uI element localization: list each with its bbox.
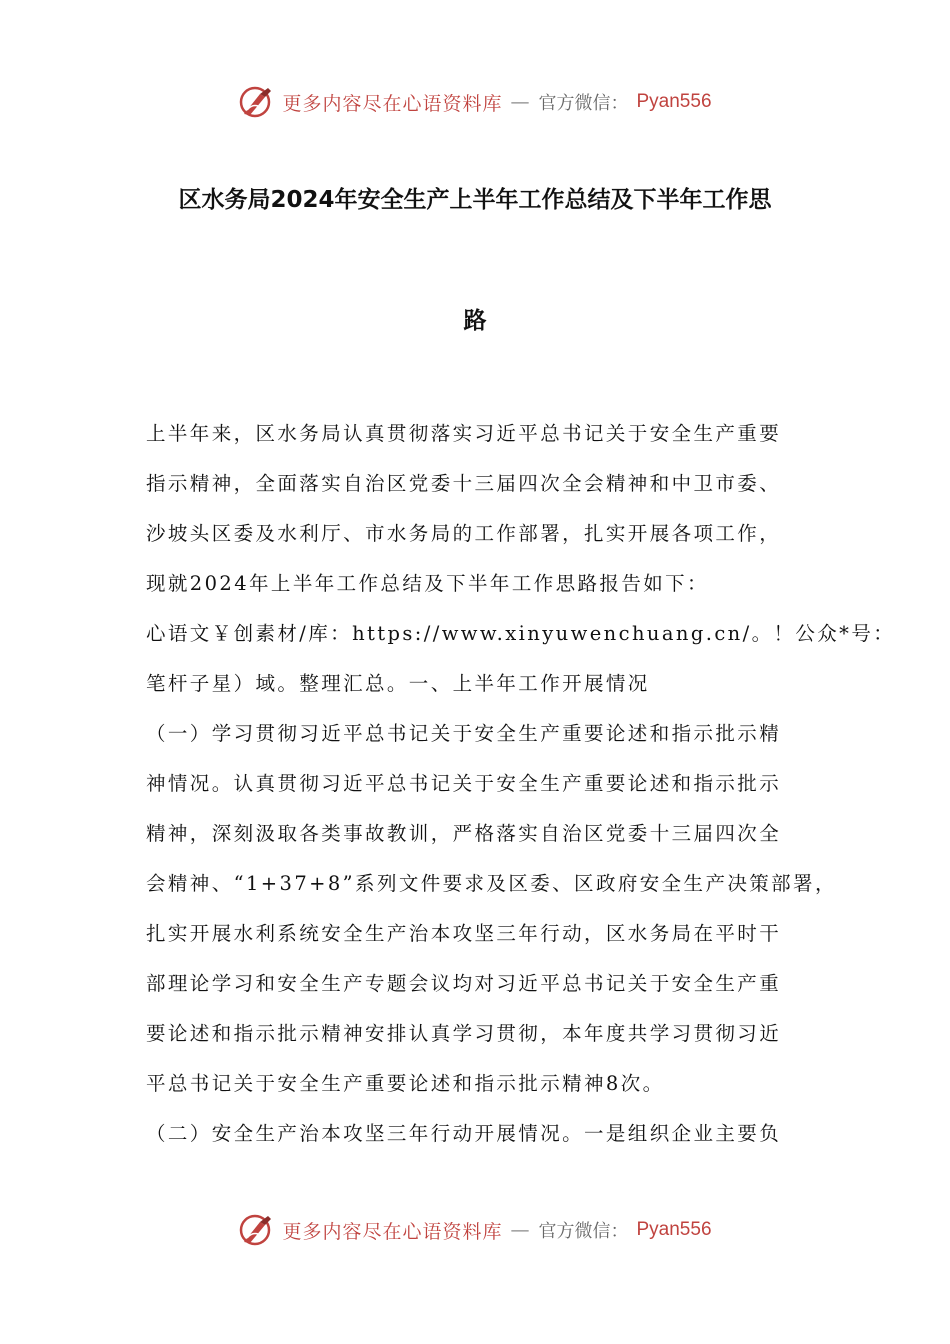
body-line: 部理论学习和安全生产专题会议均对习近平总书记关于安全生产重 (146, 972, 782, 995)
watermark-slogan: 更多内容尽在心语资料库 (282, 1220, 503, 1243)
document-body (146, 414, 896, 1164)
body-line: 扎实开展水利系统安全生产治本攻坚三年行动，区水务局在平时干 (146, 922, 782, 945)
pen-logo-icon (238, 1212, 274, 1248)
body-line: 会精神、“1+37+8”系列文件要求及区委、区政府安全生产决策部署， (146, 872, 837, 895)
body-line: 要论述和指示批示精神安排认真学习贯彻，本年度共学习贯彻习近 (146, 1022, 782, 1045)
watermark-slogan: 更多内容尽在心语资料库 (282, 92, 503, 115)
body-line: 笔杆子星）域。整理汇总。一、上半年工作开展情况 (146, 672, 650, 695)
header-watermark (0, 82, 950, 122)
document-title-continued: 路 (463, 308, 487, 334)
body-line: 指示精神，全面落实自治区党委十三届四次全会精神和中卫市委、 (146, 472, 782, 495)
watermark-wechat-label: 官方微信： (538, 93, 629, 114)
watermark-wechat-id: Pyan556 (636, 1219, 712, 1240)
body-line: （二）安全生产治本攻坚三年行动开展情况。一是组织企业主要负 (146, 1122, 782, 1145)
body-line: 上半年来，区水务局认真贯彻落实习近平总书记关于安全生产重要 (146, 422, 782, 445)
body-line: 现就2024年上半年工作总结及下半年工作思路报告如下： (146, 572, 709, 595)
body-line: 沙坡头区委及水利厅、市水务局的工作部署，扎实开展各项工作， (146, 522, 782, 545)
footer-watermark (0, 1210, 950, 1250)
watermark-wechat-id: Pyan556 (636, 91, 712, 112)
document-title: 区水务局2024年安全生产上半年工作总结及下半年工作思 (178, 187, 772, 213)
watermark-separator: — (510, 1219, 531, 1241)
body-line: 神情况。认真贯彻习近平总书记关于安全生产重要论述和指示批示 (146, 772, 782, 795)
pen-logo-icon (238, 84, 274, 120)
body-line: 精神，深刻汲取各类事故教训，严格落实自治区党委十三届四次全 (146, 822, 782, 845)
body-line: 心语文￥创素材/库：https://www.xinyuwenchuang.cn/。！公众*号： (146, 622, 896, 645)
body-line: 平总书记关于安全生产重要论述和指示批示精神8次。 (146, 1072, 665, 1095)
watermark-wechat-label: 官方微信： (538, 1221, 629, 1242)
body-line: （一）学习贯彻习近平总书记关于安全生产重要论述和指示批示精 (146, 722, 782, 745)
watermark-separator: — (510, 91, 531, 113)
